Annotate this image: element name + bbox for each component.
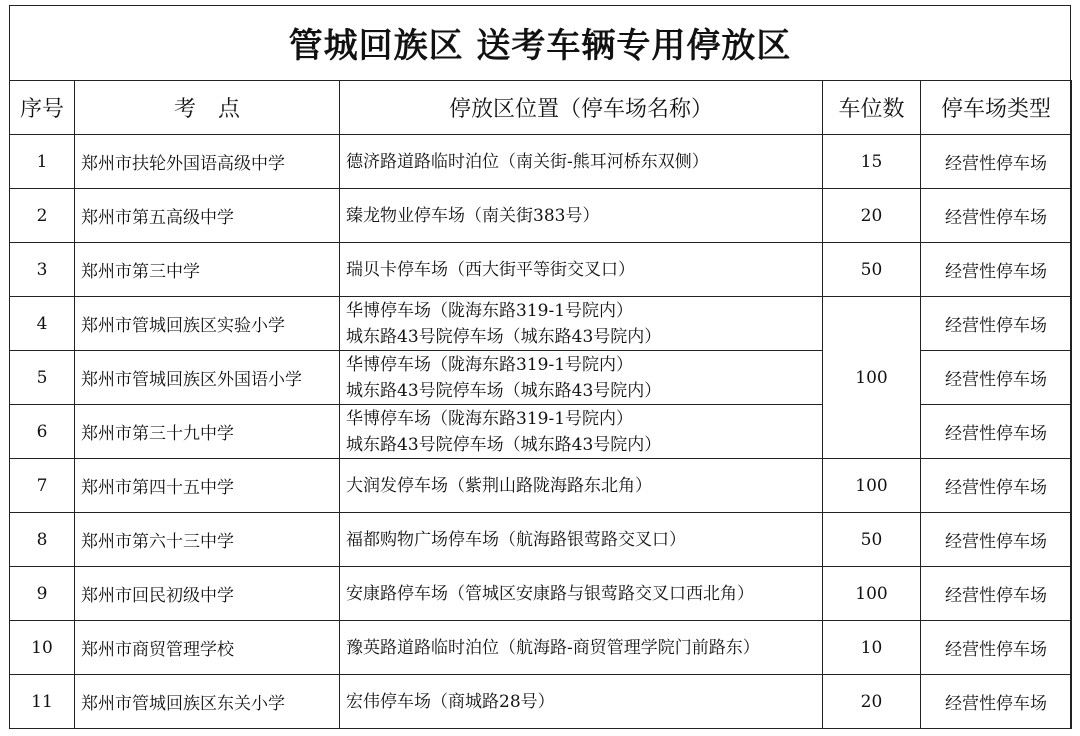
row-index: 5: [10, 351, 75, 405]
row-type: 经营性停车场: [921, 135, 1072, 189]
row-school: 郑州市回民初级中学: [75, 567, 340, 621]
row-school: 郑州市第六十三中学: [75, 513, 340, 567]
table-row: [10, 567, 1072, 621]
row-type: 经营性停车场: [921, 459, 1072, 513]
row-index: 4: [10, 297, 75, 351]
location-line: 城东路43号院停车场（城东路43号院内）: [346, 380, 662, 401]
row-index: 8: [10, 513, 75, 567]
row-type: 经营性停车场: [921, 297, 1072, 351]
table-row: [10, 459, 1072, 513]
header-exam-site: 考 点: [75, 81, 340, 135]
header-location: 停放区位置（停车场名称）: [340, 81, 823, 135]
table-row: [10, 189, 1072, 243]
row-school: 郑州市第三十九中学: [75, 405, 340, 459]
row-school: 郑州市扶轮外国语高级中学: [75, 135, 340, 189]
table-row: [10, 621, 1072, 675]
row-location: [340, 135, 823, 189]
location-line: 臻龙物业停车场（南关街383号）: [346, 205, 600, 226]
row-location: [340, 189, 823, 243]
location-line: 城东路43号院停车场（城东路43号院内）: [346, 326, 662, 347]
row-spaces: 50: [823, 513, 921, 567]
row-spaces: 100: [823, 459, 921, 513]
row-type: 经营性停车场: [921, 243, 1072, 297]
table-row: [10, 513, 1072, 567]
parking-table: [9, 80, 1072, 729]
location-line: 福都购物广场停车场（航海路银莺路交叉口）: [346, 529, 686, 550]
row-location: [340, 567, 823, 621]
table-row: [10, 675, 1072, 729]
row-index: 10: [10, 621, 75, 675]
row-spaces: 50: [823, 243, 921, 297]
row-school: 郑州市管城回族区外国语小学: [75, 351, 340, 405]
table-row: [10, 243, 1072, 297]
row-type: 经营性停车场: [921, 405, 1072, 459]
row-location: [340, 513, 823, 567]
row-spaces: 15: [823, 135, 921, 189]
header-index: 序号: [10, 81, 75, 135]
table-header-row: [10, 81, 1072, 135]
row-index: 2: [10, 189, 75, 243]
location-line: 华博停车场（陇海东路319-1号院内）: [346, 354, 634, 375]
row-spaces: 20: [823, 675, 921, 729]
row-type: 经营性停车场: [921, 351, 1072, 405]
row-location: [340, 243, 823, 297]
row-type: 经营性停车场: [921, 675, 1072, 729]
row-index: 1: [10, 135, 75, 189]
row-school: 郑州市管城回族区东关小学: [75, 675, 340, 729]
row-index: 11: [10, 675, 75, 729]
header-type: 停车场类型: [921, 81, 1072, 135]
row-location: [340, 675, 823, 729]
row-school: 郑州市第五高级中学: [75, 189, 340, 243]
row-school: 郑州市管城回族区实验小学: [75, 297, 340, 351]
page-title: 管城回族区 送考车辆专用停放区: [9, 5, 1071, 81]
row-spaces: 100: [823, 567, 921, 621]
row-school: 郑州市商贸管理学校: [75, 621, 340, 675]
row-index: 6: [10, 405, 75, 459]
row-index: 9: [10, 567, 75, 621]
row-spaces: 20: [823, 189, 921, 243]
location-line: 瑞贝卡停车场（西大街平等街交叉口）: [346, 259, 635, 280]
row-school: 郑州市第四十五中学: [75, 459, 340, 513]
row-location: [340, 405, 823, 459]
row-type: 经营性停车场: [921, 621, 1072, 675]
location-line: 宏伟停车场（商城路28号）: [346, 691, 555, 712]
row-index: 3: [10, 243, 75, 297]
row-location: [340, 351, 823, 405]
header-spaces: 车位数: [823, 81, 921, 135]
location-line: 豫英路道路临时泊位（航海路-商贸管理学院门前路东）: [346, 637, 760, 658]
location-line: 华博停车场（陇海东路319-1号院内）: [346, 300, 634, 321]
row-type: 经营性停车场: [921, 513, 1072, 567]
location-line: 安康路停车场（管城区安康路与银莺路交叉口西北角）: [346, 583, 754, 604]
location-line: 城东路43号院停车场（城东路43号院内）: [346, 434, 662, 455]
row-location: [340, 621, 823, 675]
row-index: 7: [10, 459, 75, 513]
table-row: [10, 297, 1072, 351]
location-line: 大润发停车场（紫荆山路陇海路东北角）: [346, 475, 652, 496]
row-location: [340, 459, 823, 513]
location-line: 德济路道路临时泊位（南关街-熊耳河桥东双侧）: [346, 151, 709, 172]
location-line: 华博停车场（陇海东路319-1号院内）: [346, 408, 634, 429]
row-school: 郑州市第三中学: [75, 243, 340, 297]
row-spaces-merged: 100: [823, 297, 921, 459]
row-spaces: 10: [823, 621, 921, 675]
row-type: 经营性停车场: [921, 189, 1072, 243]
row-location: [340, 297, 823, 351]
row-type: 经营性停车场: [921, 567, 1072, 621]
table-row: [10, 135, 1072, 189]
